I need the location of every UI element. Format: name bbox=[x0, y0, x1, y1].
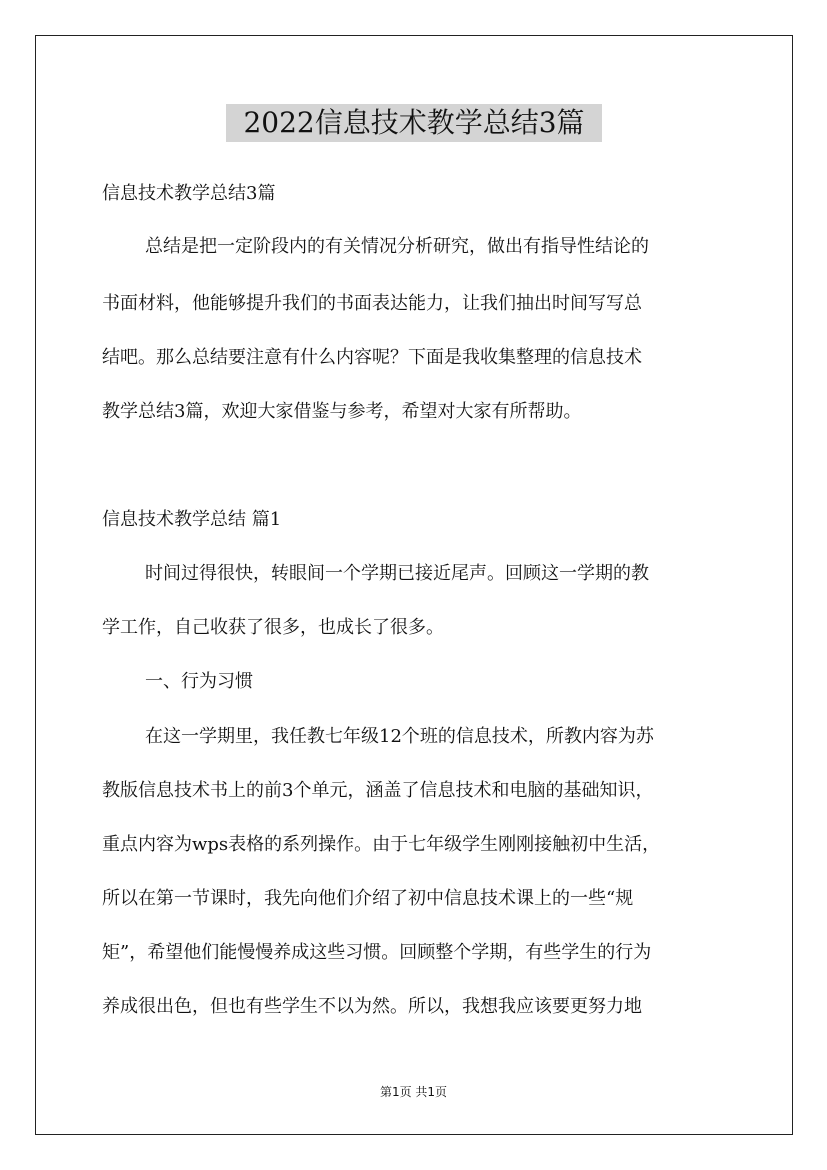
intro-line-4: 教学总结3篇，欢迎大家借鉴与参考，希望对大家有所帮助。 bbox=[102, 401, 582, 422]
body-line-2: 教版信息技术书上的前3个单元，涵盖了信息技术和电脑的基础知识， bbox=[102, 780, 654, 801]
body-line-4: 所以在第一节课时，我先向他们介绍了初中信息技术课上的一些“规 bbox=[102, 888, 634, 909]
page-footer: 第1页 共1页 bbox=[379, 1085, 448, 1099]
subheading-behavior: 一、行为习惯 bbox=[145, 671, 253, 692]
document-subtitle: 信息技术教学总结3篇 bbox=[102, 183, 276, 204]
document-title: 2022信息技术教学总结3篇 bbox=[226, 104, 602, 142]
section1-line-2: 学工作，自己收获了很多，也成长了很多。 bbox=[102, 617, 444, 638]
intro-line-1: 总结是把一定阶段内的有关情况分析研究，做出有指导性结论的 bbox=[145, 236, 649, 257]
body-line-3: 重点内容为wps表格的系列操作。由于七年级学生刚刚接触初中生活， bbox=[102, 834, 661, 855]
intro-line-2: 书面材料，他能够提升我们的书面表达能力，让我们抽出时间写写总 bbox=[102, 293, 642, 314]
body-line-5: 矩”，希望他们能慢慢养成这些习惯。回顾整个学期，有些学生的行为 bbox=[102, 942, 652, 963]
intro-line-3: 结吧。那么总结要注意有什么内容呢？下面是我收集整理的信息技术 bbox=[102, 347, 642, 368]
section1-line-1: 时间过得很快，转眼间一个学期已接近尾声。回顾这一学期的教 bbox=[145, 563, 649, 584]
body-line-1: 在这一学期里，我任教七年级12个班的信息技术，所教内容为苏 bbox=[145, 726, 654, 747]
body-line-6: 养成很出色，但也有些学生不以为然。所以，我想我应该要更努力地 bbox=[102, 996, 642, 1017]
section1-heading: 信息技术教学总结 篇1 bbox=[102, 509, 282, 530]
